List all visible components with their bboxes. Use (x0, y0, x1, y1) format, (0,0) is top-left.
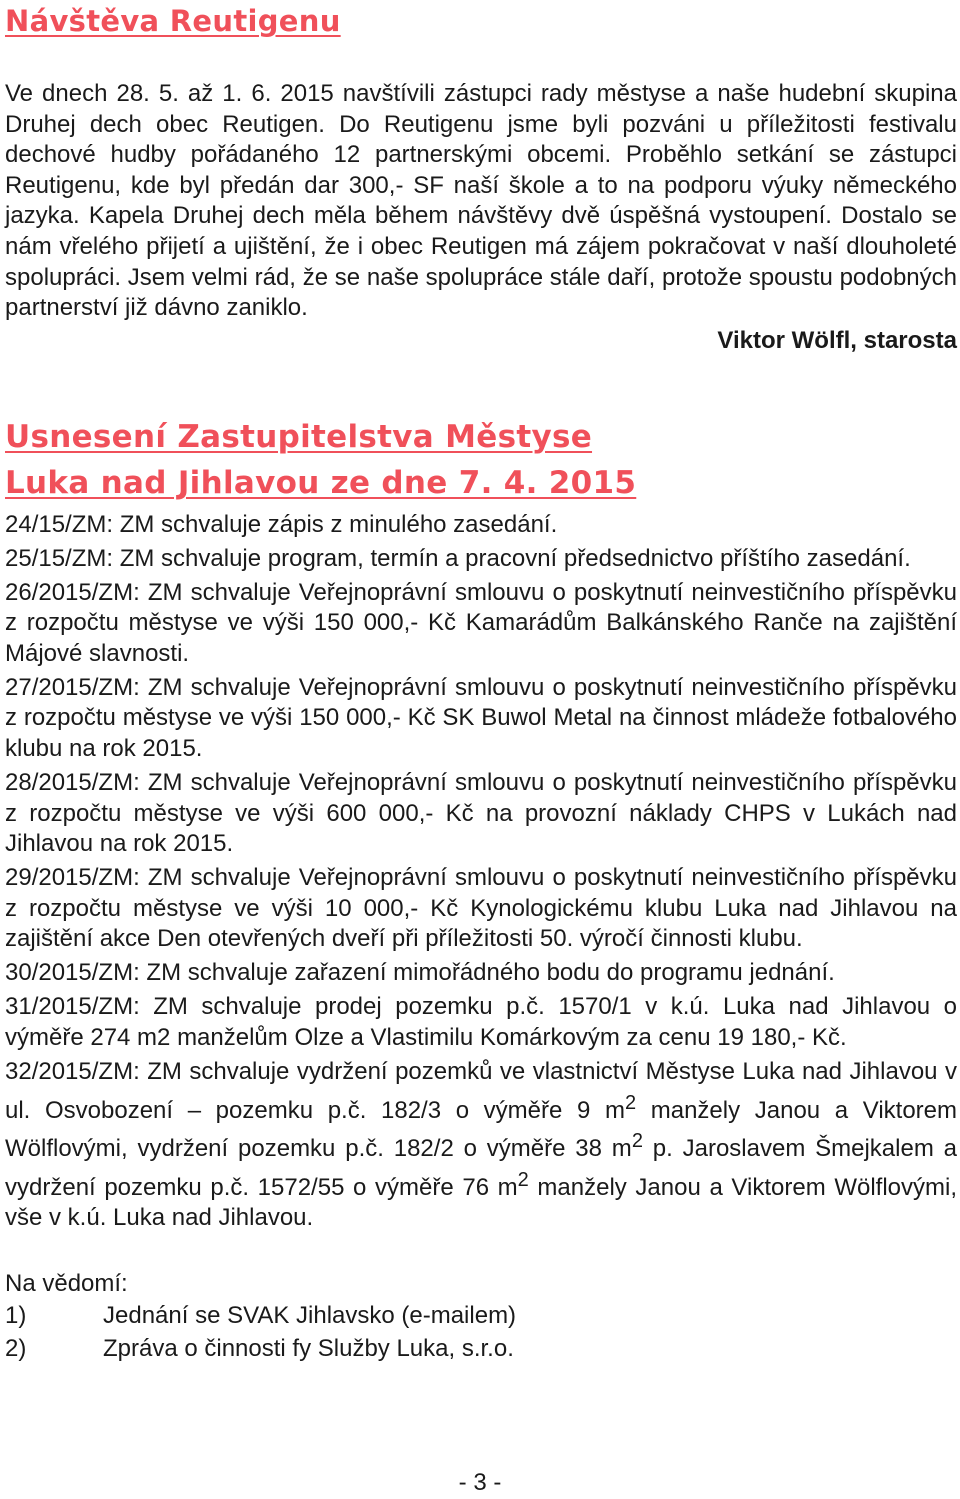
resolution-list (5, 510, 957, 1234)
noted-item-text: Zpráva o činnosti fy Služby Luka, s.r.o. (103, 1334, 514, 1362)
noted-item-number: 1) (5, 1301, 27, 1329)
noted-item (5, 1299, 957, 1332)
article-title-resolutions-line2: Luka nad Jihlavou ze dne 7. 4. 2015 (5, 464, 637, 501)
article-title-resolutions-line1: Usnesení Zastupitelstva Městyse (5, 418, 593, 455)
resolution-item-32 (5, 1057, 957, 1234)
page-content (5, 0, 957, 1365)
superscript-2: 2 (517, 1168, 529, 1191)
resolution-item: 26/2015/ZM: ZM schvaluje Veřejnoprávní smlouvu o poskytnutí neinvestičního příspěvku z rozpočtu městyse ve výši 150 000,- Kč Kamarádům Balkánského Ranče na zajištění Májové slavnosti. (5, 578, 957, 667)
resolution-32-part2: manžely Janou a Viktorem Wölflovými, vydržení pozemku p.č. 182/2 o výměře 38 m (5, 1096, 958, 1163)
superscript-2: 2 (631, 1130, 643, 1153)
resolution-item: 24/15/ZM: ZM schvaluje zápis z minulého zasedání. (5, 510, 558, 538)
article-signature: Viktor Wölfl, starosta (717, 326, 957, 354)
noted-item-text: Jednání se SVAK Jihlavsko (e-mailem) (103, 1301, 517, 1329)
resolution-32-part1: 32/2015/ZM: ZM schvaluje vydržení pozemků ve vlastnictví Městyse Luka nad Jihlavou v ul. Osvobození – pozemku p.č. 182/3 o výměře 9 m (5, 1057, 957, 1124)
noted-item-number: 2) (5, 1334, 27, 1362)
resolution-32-part4: manžely Janou a Viktorem Wölflovými, vše v k.ú. Luka nad Jihlavou. (5, 1173, 957, 1232)
superscript-2: 2 (624, 1091, 637, 1114)
noted-label: Na vědomí: (5, 1269, 128, 1297)
resolution-item: 30/2015/ZM: ZM schvaluje zařazení mimořádného bodu do programu jednání. (5, 959, 835, 987)
article-title-reutigen: Návštěva Reutigenu (5, 4, 341, 38)
page-number: - 3 - (458, 1469, 502, 1496)
resolution-item: 29/2015/ZM: ZM schvaluje Veřejnoprávní smlouvu o poskytnutí neinvestičního příspěvku z rozpočtu městyse ve výši 10 000,- Kč Kynologickému klubu Luka nad Jihlavou na zajištění akce Den otevřených dveří při příležitosti 50. výročí činnosti klubu. (5, 864, 957, 953)
article-body-reutigen: Ve dnech 28. 5. až 1. 6. 2015 navštívili zástupci rady městyse a naše hudební skupina Druhej dech obec Reutigen. Do Reutigenu jsme byli pozváni u příležitosti festivalu dechové hudby pořádaného 12 partnerskými obcemi. Proběhlo setkání se zástupci Reutigenu, kde byl předán dar 300,- SF naší škole a to na podporu výuky německého jazyka. Kapela Druhej dech měla během návštěvy dvě úspěšná vystoupení. Dostalo se nám vřelého přijetí a ujištění, že i obec Reutigen má zájem pokračovat v naší dlouholeté spolupráci. Jsem velmi rád, že se naše spolupráce stále daří, protože spoustu podobných partnerství již dávno zaniklo. (5, 80, 957, 322)
resolution-item: 31/2015/ZM: ZM schvaluje prodej pozemku p.č. 1570/1 v k.ú. Luka nad Jihlavou o výměře 274 m2 manželům Olze a Vlastimilu Komárkovým za cenu 19 180,- Kč. (5, 993, 957, 1051)
resolution-32-part3: p. Jaroslavem Šmejkalem a vydržení pozemku p.č. 1572/55 o výměře 76 m (5, 1135, 957, 1201)
noted-item (5, 1332, 957, 1365)
resolution-item: 28/2015/ZM: ZM schvaluje Veřejnoprávní smlouvu o poskytnutí neinvestičního příspěvku z rozpočtu městyse ve výši 600 000,- Kč na provozní náklady CHPS v Lukách nad Jihlavou na rok 2015. (5, 769, 957, 858)
resolution-item: 27/2015/ZM: ZM schvaluje Veřejnoprávní smlouvu o poskytnutí neinvestičního příspěvku z rozpočtu městyse ve výši 150 000,- Kč SK Buwol Metal na činnost mládeže fotbalového klubu na rok 2015. (5, 673, 957, 763)
resolution-item: 25/15/ZM: ZM schvaluje program, termín a pracovní předsednictvo příštího zasedání. (5, 544, 911, 572)
